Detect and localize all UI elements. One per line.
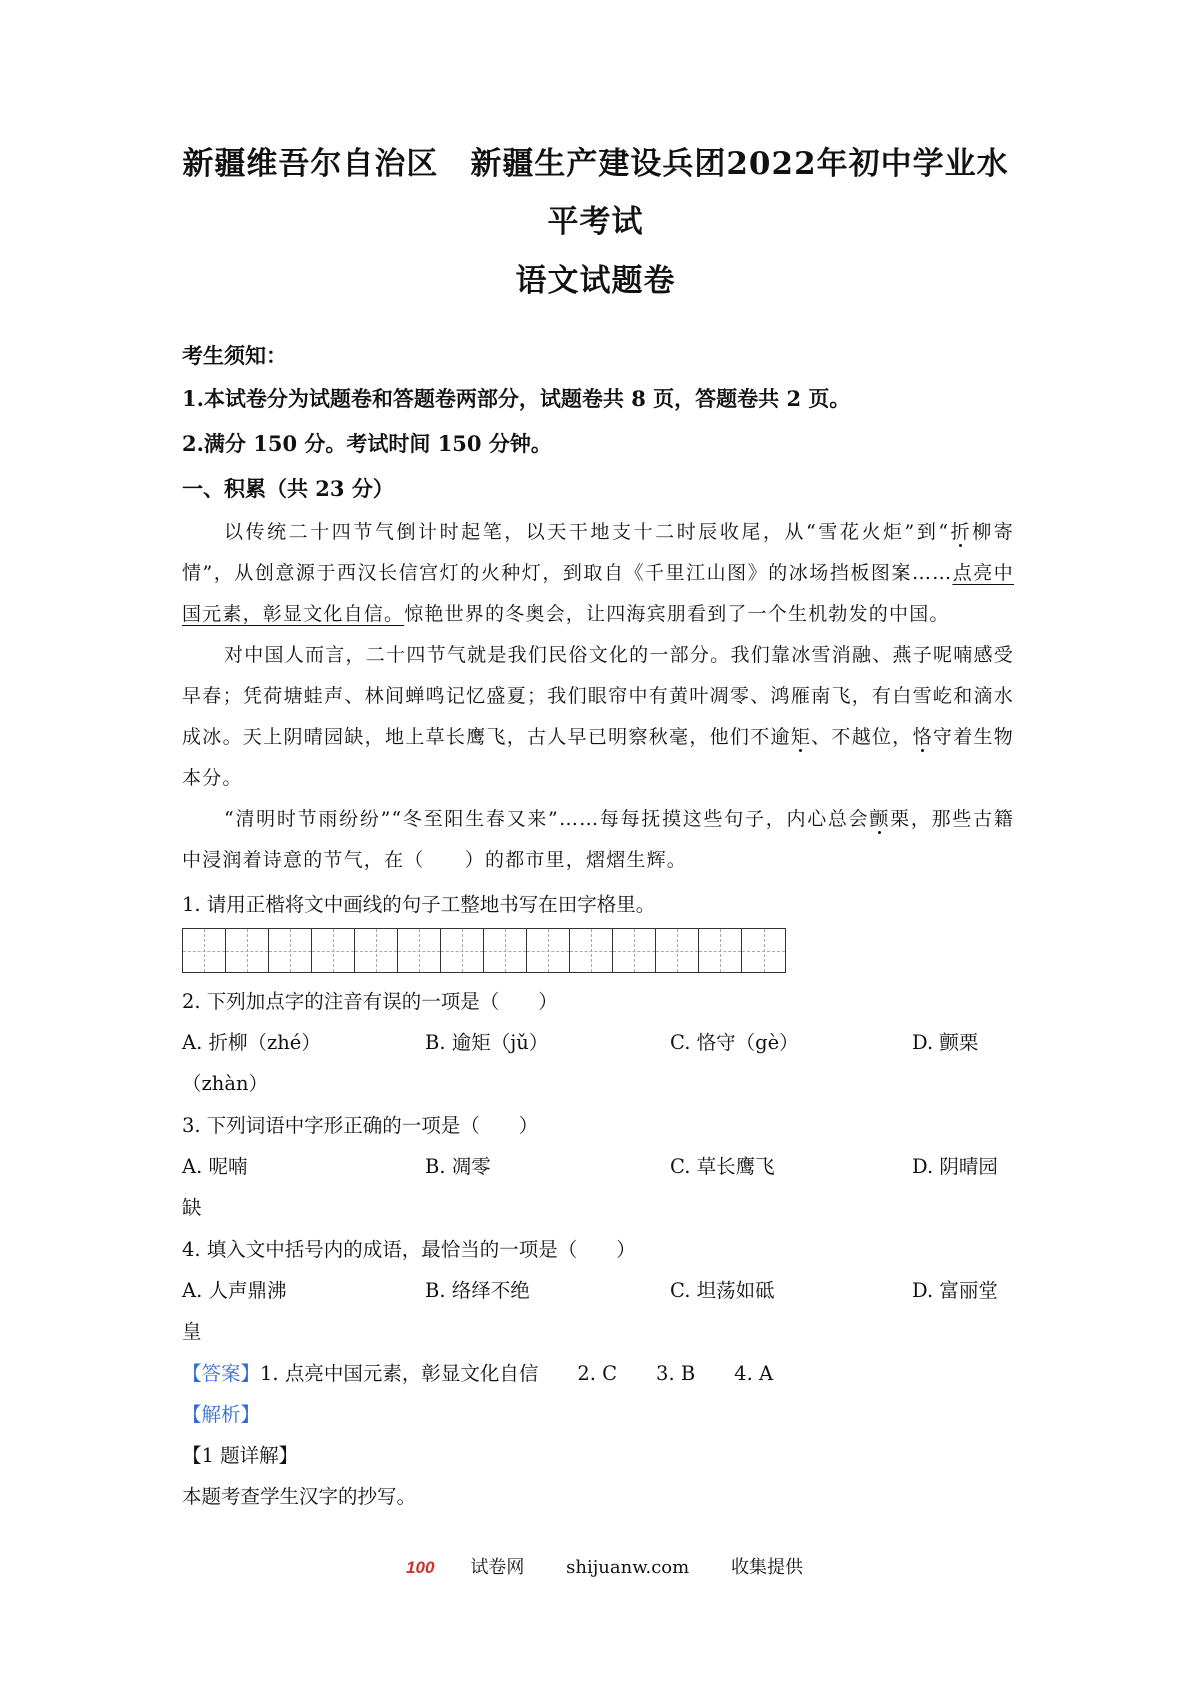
title-line-3: 语文试题卷 bbox=[515, 263, 676, 299]
passage-text: 对中国人而言，二十四节气就是我们民俗文化的一部分。我们靠冰雪消融、燕子呢喃感受早春；凭荷塘蛙声、林间蝉鸣记忆盛夏；我们眼帘中有黄叶凋零、鸿雁南飞，有白雪屹和滴水成冰。天上阴晴园缺，地上草长鹰飞，古人早已明察秋毫，他们不逾 bbox=[182, 644, 1014, 748]
q2-option-d-continued: （zhàn） bbox=[182, 1072, 269, 1095]
notice-heading: 考生须知： bbox=[182, 343, 287, 368]
notice-item-1: 1.本试卷分为试题卷和答题卷两部分，试题卷共 8 页，答题卷共 2 页。 bbox=[182, 386, 851, 411]
dotted-char: 恪 bbox=[912, 726, 933, 748]
title-line-2: 平考试 bbox=[547, 204, 644, 240]
dotted-char: 矩 bbox=[790, 726, 812, 748]
grid-cell[interactable] bbox=[656, 929, 699, 972]
grid-cell[interactable] bbox=[570, 929, 613, 972]
q4-option-a: A. 人声鼎沸 bbox=[182, 1279, 287, 1302]
underlined-sentence: 点亮中国元素，彰显文化自信。 bbox=[182, 562, 1014, 625]
site-name: 试卷网 bbox=[470, 1557, 525, 1578]
answer-line bbox=[182, 1358, 1012, 1386]
passage-text: 守着生物本分。 bbox=[182, 726, 1014, 789]
q2-option-a: A. 折柳（zhé） bbox=[182, 1031, 321, 1054]
grid-cell[interactable] bbox=[742, 929, 785, 972]
grid-cell[interactable] bbox=[226, 929, 269, 972]
detail-1-heading: 【1 题详解】 bbox=[182, 1444, 299, 1467]
q3-option-c: C. 草长鹰飞 bbox=[670, 1155, 775, 1178]
question-4: 4. 填入文中括号内的成语，最恰当的一项是（ ） bbox=[182, 1238, 636, 1261]
grid-cell[interactable] bbox=[355, 929, 398, 972]
section-1-heading: 一、积累（共 23 分） bbox=[182, 476, 394, 501]
passage-text: 柳寄情”，从创意源于西汉长信宫灯的火种灯，到取自《千里江山图》的冰场挡板图案…… bbox=[182, 521, 1014, 584]
analysis-label: 【解析】 bbox=[182, 1403, 261, 1426]
grid-cell[interactable] bbox=[398, 929, 441, 972]
q2-option-d: D. 颤栗 bbox=[912, 1031, 979, 1054]
passage-text: 、不越位， bbox=[811, 726, 913, 748]
q4-option-b: B. 络绎不绝 bbox=[425, 1279, 530, 1302]
passage-paragraph-2 bbox=[182, 635, 1014, 799]
question-1: 1. 请用正楷将文中画线的句子工整地书写在田字格里。 bbox=[182, 893, 656, 916]
tianzige-grid[interactable] bbox=[182, 928, 786, 973]
notice-item-2: 2.满分 150 分。考试时间 150 分钟。 bbox=[182, 431, 552, 456]
detail-1-text: 本题考查学生汉字的抄写。 bbox=[182, 1485, 417, 1508]
dotted-char: 折 bbox=[949, 521, 973, 543]
title-line-1: 新疆维吾尔自治区 新疆生产建设兵团2022年初中学业水 bbox=[182, 146, 1009, 182]
answer-label: 【答案】 bbox=[182, 1362, 261, 1385]
grid-cell[interactable] bbox=[183, 929, 226, 972]
question-3: 3. 下列词语中字形正确的一项是（ ） bbox=[182, 1114, 539, 1137]
grid-cell[interactable] bbox=[312, 929, 355, 972]
q2-option-c: C. 恪守（gè） bbox=[670, 1031, 799, 1054]
q4-option-d: D. 富丽堂 bbox=[912, 1279, 998, 1302]
page-footer bbox=[0, 1553, 1191, 1579]
passage-paragraph-3 bbox=[182, 799, 1014, 881]
site-url[interactable]: shijuanw.com bbox=[566, 1557, 690, 1578]
q2-option-b: B. 逾矩（jǔ） bbox=[425, 1031, 549, 1054]
grid-cell[interactable] bbox=[441, 929, 484, 972]
passage-text: 惊艳世界的冬奥会，让四海宾朋看到了一个生机勃发的中国。 bbox=[404, 603, 950, 625]
grid-cell[interactable] bbox=[484, 929, 527, 972]
passage-text: “清明时节雨纷纷”“冬至阳生春又来”……每每抚摸这些句子，内心总会 bbox=[224, 808, 870, 830]
dotted-char: 颤 bbox=[869, 808, 891, 830]
q4-option-d-continued: 皇 bbox=[182, 1320, 202, 1343]
passage-text: 栗，那些古籍中浸润着诗意的节气，在（ ）的都市里，熠熠生辉。 bbox=[182, 808, 1014, 871]
q4-option-c: C. 坦荡如砥 bbox=[670, 1279, 775, 1302]
grid-cell[interactable] bbox=[527, 929, 570, 972]
answer-text: 1. 点亮中国元素，彰显文化自信 2. C 3. B 4. A bbox=[260, 1362, 774, 1385]
q3-option-a: A. 呢喃 bbox=[182, 1155, 248, 1178]
q3-option-d: D. 阴晴园 bbox=[912, 1155, 998, 1178]
site-logo: 100 bbox=[406, 1558, 435, 1577]
grid-cell[interactable] bbox=[269, 929, 312, 972]
q3-option-d-continued: 缺 bbox=[182, 1196, 202, 1219]
question-2: 2. 下列加点字的注音有误的一项是（ ） bbox=[182, 990, 558, 1013]
q3-option-b: B. 凋零 bbox=[425, 1155, 491, 1178]
grid-cell[interactable] bbox=[613, 929, 656, 972]
passage-paragraph-1 bbox=[182, 512, 1014, 635]
passage-text: 以传统二十四节气倒计时起笔，以天干地支十二时辰收尾，从“雪花火炬”到“ bbox=[224, 521, 950, 543]
footer-credit: 收集提供 bbox=[730, 1557, 803, 1578]
grid-cell[interactable] bbox=[699, 929, 742, 972]
